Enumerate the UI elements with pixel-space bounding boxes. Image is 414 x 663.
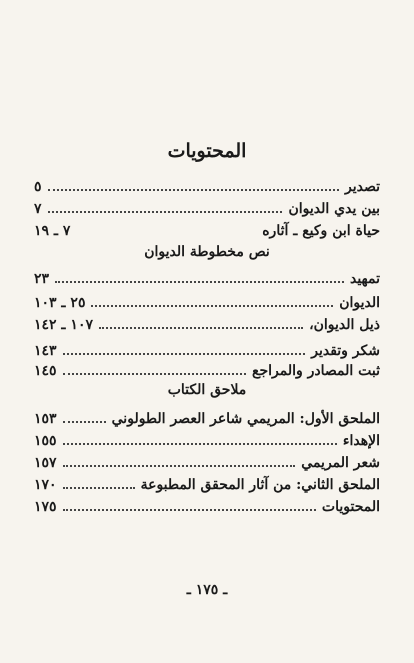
toc-entry-page: ٢٣: [34, 271, 50, 287]
section-heading: نص مخطوطة الديوان: [144, 244, 270, 260]
toc-entry-label: ذيل الديوان،: [309, 317, 380, 333]
toc-entry-label: تصدير: [344, 179, 380, 195]
toc-entry-page: ٥: [34, 179, 42, 195]
leader-dots: [48, 188, 339, 191]
toc-entry-page: ١٧٥: [34, 499, 57, 515]
toc-entry: [34, 428, 380, 450]
toc-entry: [34, 290, 380, 312]
toc-entry: [34, 312, 380, 334]
leader-dots: [63, 352, 306, 355]
leader-dots: [91, 304, 333, 307]
toc-entry: [34, 266, 380, 288]
leader-dots: [63, 486, 135, 489]
leader-dots: [48, 210, 283, 213]
toc-entry-label: بين يدي الديوان: [288, 201, 380, 217]
page-title: المحتويات: [167, 140, 247, 162]
toc-entry-page: ١٠٧ ـ ١٤٢: [34, 317, 93, 333]
toc-entry-label: الملحق الأول: المريمي شاعر العصر الطولوني: [111, 411, 380, 427]
page-number: ـ ١٧٥ ـ: [186, 582, 228, 598]
toc-entry-page: ١٥٣: [34, 411, 57, 427]
toc-entry-page: ١٥٧: [34, 455, 57, 471]
toc-entry-label: الديوان: [339, 295, 380, 311]
toc-entry-label: ثبت المصادر والمراجع: [252, 363, 380, 379]
toc-entry-page: ٧: [34, 201, 42, 217]
toc-entry-page: ٢٥ ـ ١٠٣: [34, 295, 86, 311]
toc-entry-page: ١٥٥: [34, 433, 57, 449]
leader-dots: [63, 508, 316, 511]
toc-entry: [34, 174, 380, 196]
leader-dots: [99, 326, 303, 329]
toc-entry: [34, 494, 380, 516]
toc-entry-page: ١٧٠: [34, 477, 57, 493]
toc-entry-label: شعر المريمي: [301, 455, 380, 471]
leader-dots: [63, 442, 337, 445]
toc-entry: [34, 472, 380, 494]
toc-entry-label: شكر وتقدير: [311, 343, 380, 359]
leader-dots: [55, 280, 344, 283]
toc-entry: [34, 406, 380, 428]
section-heading: ملاحق الكتاب: [167, 382, 247, 398]
leader-dots: [63, 464, 296, 467]
leader-dots: [63, 420, 106, 423]
toc-entry-page: ١٤٣: [34, 343, 57, 359]
toc-entry: [34, 450, 380, 472]
leader-dots: [63, 372, 246, 375]
toc-entry-label: المحتويات: [321, 499, 380, 515]
toc-entry: [34, 338, 380, 360]
toc-entry-label: الإهداء: [342, 433, 380, 449]
toc-entry: [34, 358, 380, 380]
toc-entry-label: تمهيد: [349, 271, 380, 287]
toc-entry-page: ١٤٥: [34, 363, 57, 379]
toc-entry: [34, 218, 380, 240]
toc-entry-label: الملحق الثاني: من آثار المحقق المطبوعة: [140, 477, 380, 493]
toc-entry-page: ٧ ـ ١٩: [34, 223, 71, 239]
toc-entry: [34, 196, 380, 218]
toc-entry-label: حياة ابن وكيع ـ آثاره: [262, 223, 380, 239]
